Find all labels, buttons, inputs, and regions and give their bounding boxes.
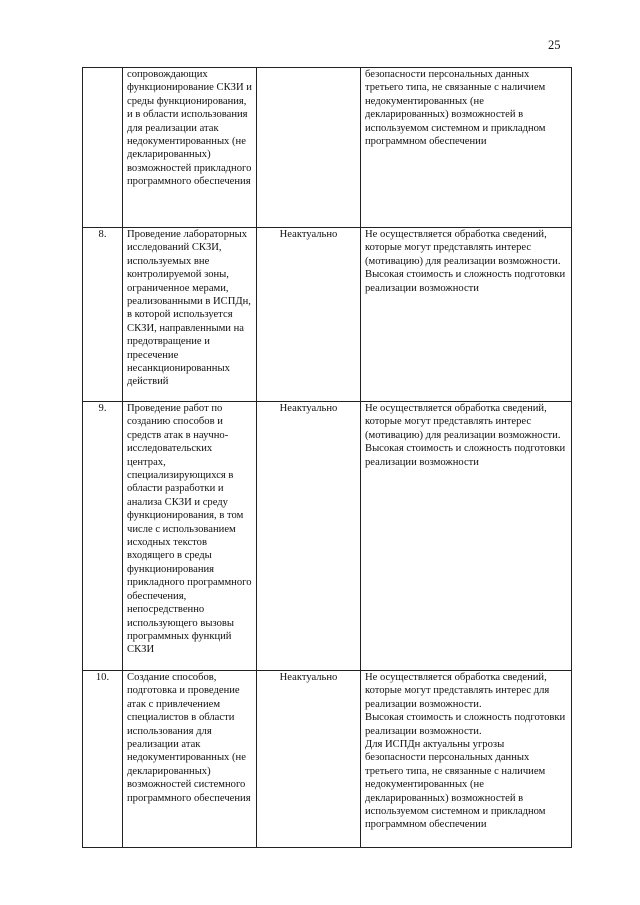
threat-capability-table	[82, 67, 572, 848]
relevance-status: Неактуально	[257, 671, 361, 848]
row-number: 10.	[83, 671, 123, 848]
page-number: 25	[548, 38, 561, 52]
justification-paragraph: Высокая стоимость и сложность подготовки реализации возможности	[365, 443, 566, 468]
justification	[361, 671, 572, 848]
relevance-status	[257, 68, 361, 228]
capability-description: Проведение работ по созданию способов и средств атак в научно-исследовательских центрах, специализирующихся в области разработки и анализа СКЗИ и среду функционирования, в том числе с использованием исходных текстов входящего в среды функционирования прикладного программного обеспечения, непосредственно использующего вызовы программных функций СКЗИ	[123, 402, 257, 671]
justification	[361, 402, 572, 671]
row-number: 8.	[83, 228, 123, 402]
justification-paragraph: Высокая стоимость и сложность подготовки реализации возможности.	[365, 712, 566, 737]
relevance-status: Неактуально	[257, 228, 361, 402]
row-number: 9.	[83, 402, 123, 671]
row-number	[83, 68, 123, 228]
justification-paragraph: безопасности персональных данных третьего типа, не связанные с наличием недокументированных (не декларированных) возможностей в используемом системном и прикладном программном обеспечении	[365, 69, 546, 148]
justification-paragraph: Для ИСПДн актуальны угрозы безопасности персональных данных третьего типа, не связанные с наличием недокументированных (не декларированных) возможностей в используемом системном и прикладном программном обеспечении	[365, 739, 546, 831]
capability-description: Проведение лабораторных исследований СКЗИ, используемых вне контролируемой зоны, ограниченное мерами, реализованными в ИСПДн, в которой используется СКЗИ, направленными на предотвращение и пресечение несанкционированных действий	[123, 228, 257, 402]
justification	[361, 68, 572, 228]
justification-paragraph: Не осуществляется обработка сведений, которые могут представлять интерес для реализации возможности.	[365, 672, 550, 710]
table-row	[83, 68, 572, 228]
capability-description: Создание способов, подготовка и проведение атак с привлечением специалистов в области использования для реализации атак недокументированных (не декларированных) возможностей системного программного обеспечения	[123, 671, 257, 848]
table-row	[83, 671, 572, 848]
justification-paragraph: Высокая стоимость и сложность подготовки реализации возможности	[365, 269, 566, 294]
capability-description: сопровождающих функционирование СКЗИ и среды функционирования, и в области использования для реализации атак недокументированных (не декларированных) возможностей прикладного программного обеспечения	[123, 68, 257, 228]
relevance-status: Неактуально	[257, 402, 361, 671]
justification-paragraph: Не осуществляется обработка сведений, которые могут представлять интерес (мотивацию) для реализации возможности.	[365, 229, 561, 267]
justification-paragraph: Не осуществляется обработка сведений, которые могут представлять интерес (мотивацию) для реализации возможности.	[365, 403, 561, 441]
table-row	[83, 228, 572, 402]
table-row	[83, 402, 572, 671]
justification	[361, 228, 572, 402]
